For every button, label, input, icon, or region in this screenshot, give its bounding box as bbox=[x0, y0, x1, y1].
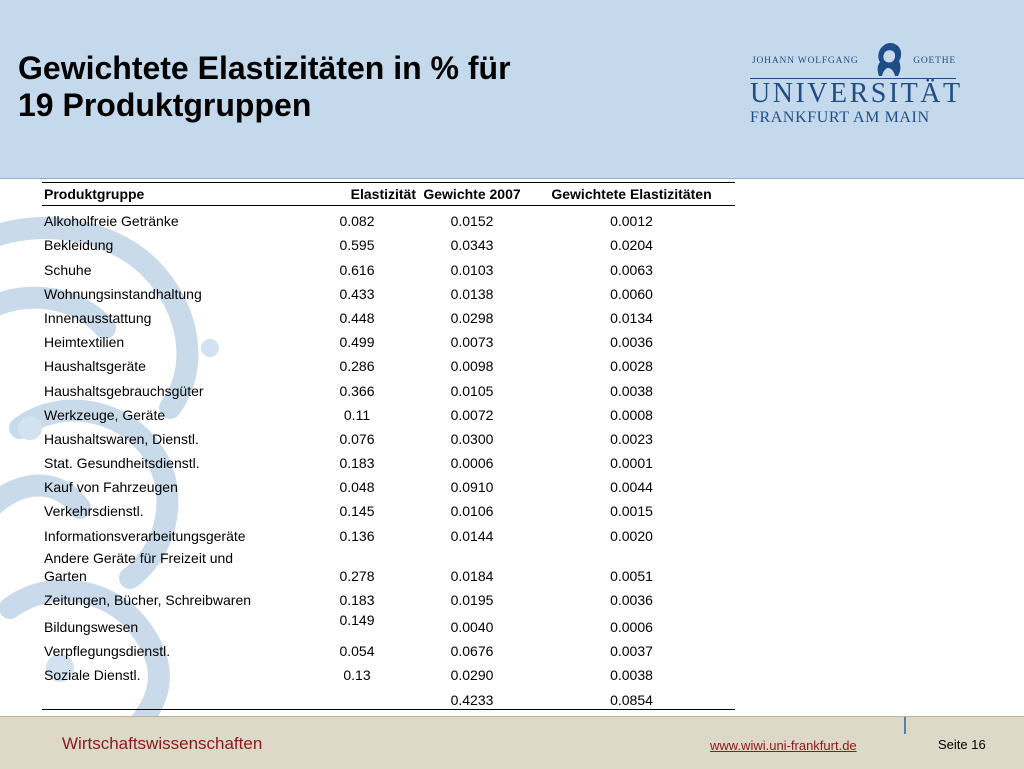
row-weighted: 0.0015 bbox=[610, 503, 653, 520]
row-elasticity: 0.145 bbox=[339, 503, 375, 520]
row-name-line-2: Garten bbox=[44, 567, 87, 584]
row-weight: 0.0343 bbox=[450, 237, 494, 254]
row-name: Verkehrsdienstl. bbox=[44, 503, 144, 520]
row-name bbox=[42, 545, 298, 585]
total-weighted: 0.0854 bbox=[528, 684, 735, 709]
row-weighted: 0.0204 bbox=[610, 237, 653, 254]
logo-top-right: GOETHE bbox=[913, 56, 956, 66]
row-elasticity: 0.278 bbox=[339, 567, 375, 584]
row-elasticity: 0.286 bbox=[339, 358, 375, 375]
row-weight: 0.0073 bbox=[450, 334, 494, 351]
row-weight: 0.0144 bbox=[450, 527, 494, 544]
row-elasticity: 0.076 bbox=[339, 430, 375, 447]
row-weighted: 0.0028 bbox=[610, 358, 653, 375]
row-elasticity: 0.11 bbox=[343, 406, 371, 423]
header-gewichte-2007: Gewichte 2007 bbox=[416, 183, 528, 206]
elasticity-table bbox=[42, 182, 735, 710]
row-weight: 0.0676 bbox=[450, 643, 494, 660]
row-weighted: 0.0012 bbox=[610, 213, 653, 230]
row-weight: 0.0138 bbox=[450, 285, 494, 302]
table-row bbox=[42, 448, 735, 472]
row-name: Wohnungsinstandhaltung bbox=[44, 285, 202, 302]
row-weighted: 0.0051 bbox=[610, 567, 653, 584]
row-elasticity: 0.082 bbox=[339, 213, 375, 230]
row-elasticity: 0.183 bbox=[339, 455, 375, 472]
row-weighted: 0.0134 bbox=[610, 309, 653, 326]
row-elasticity: 0.136 bbox=[339, 527, 375, 544]
row-weight: 0.0040 bbox=[450, 619, 494, 635]
row-elasticity: 0.13 bbox=[343, 667, 371, 684]
row-name: Bekleidung bbox=[44, 237, 114, 254]
row-weighted: 0.0023 bbox=[610, 430, 653, 447]
footer-separator bbox=[904, 717, 906, 734]
row-elasticity: 0.366 bbox=[339, 382, 375, 399]
footer-faculty-name: Wirtschaftswissenschaften bbox=[62, 734, 263, 753]
row-weighted: 0.0038 bbox=[610, 667, 653, 684]
table-row bbox=[42, 327, 735, 351]
table-row bbox=[42, 424, 735, 448]
row-name: Zeitungen, Bücher, Schreibwaren bbox=[44, 591, 252, 608]
row-elasticity: 0.183 bbox=[339, 591, 375, 608]
row-name-line-1: Andere Geräte für Freizeit und bbox=[44, 549, 234, 566]
table-row bbox=[42, 660, 735, 684]
row-weighted: 0.0037 bbox=[610, 643, 653, 660]
table-row bbox=[42, 545, 735, 585]
row-elasticity: 0.595 bbox=[339, 237, 375, 254]
table-row bbox=[42, 279, 735, 303]
row-weight: 0.0072 bbox=[450, 406, 494, 423]
row-weight: 0.0290 bbox=[450, 667, 494, 684]
footer-page-number: Seite 16 bbox=[938, 737, 986, 752]
row-elasticity: 0.048 bbox=[339, 479, 375, 496]
table-row bbox=[42, 254, 735, 278]
row-weight: 0.0105 bbox=[450, 382, 494, 399]
row-name: Kauf von Fahrzeugen bbox=[44, 479, 178, 496]
row-elasticity: 0.499 bbox=[339, 334, 375, 351]
logo-sub-text: FRANKFURT AM MAIN bbox=[750, 109, 930, 126]
row-weighted: 0.0060 bbox=[610, 285, 653, 302]
footer-website-link[interactable]: www.wiwi.uni-frankfurt.de bbox=[710, 738, 857, 753]
elasticity-table-container bbox=[42, 182, 735, 710]
header-produktgruppe: Produktgruppe bbox=[42, 183, 298, 206]
table-row bbox=[42, 400, 735, 424]
goethe-portrait-icon bbox=[871, 40, 905, 78]
row-weighted: 0.0008 bbox=[610, 406, 653, 423]
table-row bbox=[42, 585, 735, 609]
table-header-row bbox=[42, 183, 735, 206]
table-row bbox=[42, 230, 735, 254]
row-elasticity: 0.433 bbox=[339, 285, 375, 302]
row-weight: 0.0184 bbox=[450, 567, 494, 584]
table-row bbox=[42, 496, 735, 520]
row-name: Haushaltswaren, Dienstl. bbox=[44, 430, 199, 447]
total-elasticity bbox=[298, 684, 416, 709]
total-name bbox=[42, 684, 298, 709]
row-weight: 0.0098 bbox=[450, 358, 494, 375]
slide-title-line-2: 19 Produktgruppen bbox=[18, 87, 312, 123]
total-weight: 0.4233 bbox=[416, 684, 528, 709]
row-weight: 0.0300 bbox=[450, 430, 494, 447]
row-weighted: 0.0036 bbox=[610, 591, 653, 608]
header-gewichtete-elastizitaeten: Gewichtete Elastizitäten bbox=[528, 183, 735, 206]
row-elasticity: 0.149 bbox=[339, 611, 375, 628]
row-name: Soziale Dienstl. bbox=[44, 667, 141, 684]
row-name: Schuhe bbox=[44, 261, 92, 278]
row-weight: 0.0106 bbox=[450, 503, 494, 520]
row-elasticity: 0.448 bbox=[339, 309, 375, 326]
row-weighted: 0.0063 bbox=[610, 261, 653, 278]
row-weighted: 0.0006 bbox=[610, 619, 653, 635]
logo-top-left: JOHANN WOLFGANG bbox=[752, 56, 859, 66]
slide-title-line-1: Gewichtete Elastizitäten in % für bbox=[18, 50, 511, 86]
row-name: Bildungswesen bbox=[44, 619, 139, 635]
table-row bbox=[42, 472, 735, 496]
row-weighted: 0.0001 bbox=[610, 455, 653, 472]
row-weight: 0.0103 bbox=[450, 261, 494, 278]
row-weighted: 0.0044 bbox=[610, 479, 653, 496]
row-name: Alkoholfreie Getränke bbox=[44, 213, 179, 230]
table-total-row bbox=[42, 684, 735, 709]
table-row bbox=[42, 351, 735, 375]
table-row bbox=[42, 375, 735, 399]
table-row bbox=[42, 303, 735, 327]
row-name: Stat. Gesundheitsdienstl. bbox=[44, 455, 200, 472]
slide-title bbox=[18, 50, 511, 124]
table-row bbox=[42, 520, 735, 544]
row-name: Informationsverarbeitungsgeräte bbox=[44, 527, 246, 544]
row-name: Haushaltsgeräte bbox=[44, 358, 146, 375]
slide-footer bbox=[0, 716, 1024, 769]
row-weighted: 0.0020 bbox=[610, 527, 653, 544]
table-row bbox=[42, 609, 735, 636]
slide-header bbox=[0, 0, 1024, 179]
row-name: Werkzeuge, Geräte bbox=[44, 406, 166, 423]
row-elasticity: 0.616 bbox=[339, 261, 375, 278]
row-name: Haushaltsgebrauchsgüter bbox=[44, 382, 204, 399]
row-name: Verpflegungsdienstl. bbox=[44, 643, 171, 660]
row-weighted: 0.0038 bbox=[610, 382, 653, 399]
university-logo bbox=[750, 38, 963, 133]
logo-main-text: UNIVERSITÄT bbox=[750, 78, 963, 109]
row-weight: 0.0006 bbox=[450, 455, 494, 472]
table-row bbox=[42, 206, 735, 231]
row-weight: 0.0910 bbox=[450, 479, 494, 496]
row-weight: 0.0298 bbox=[450, 309, 494, 326]
row-name: Innenausstattung bbox=[44, 309, 152, 326]
row-name: Heimtextilien bbox=[44, 334, 125, 351]
header-elastizitaet: Elastizität bbox=[298, 183, 416, 206]
row-weight: 0.0195 bbox=[450, 591, 494, 608]
table-row bbox=[42, 636, 735, 660]
row-weighted: 0.0036 bbox=[610, 334, 653, 351]
row-weight: 0.0152 bbox=[450, 213, 494, 230]
row-elasticity: 0.054 bbox=[339, 643, 375, 660]
